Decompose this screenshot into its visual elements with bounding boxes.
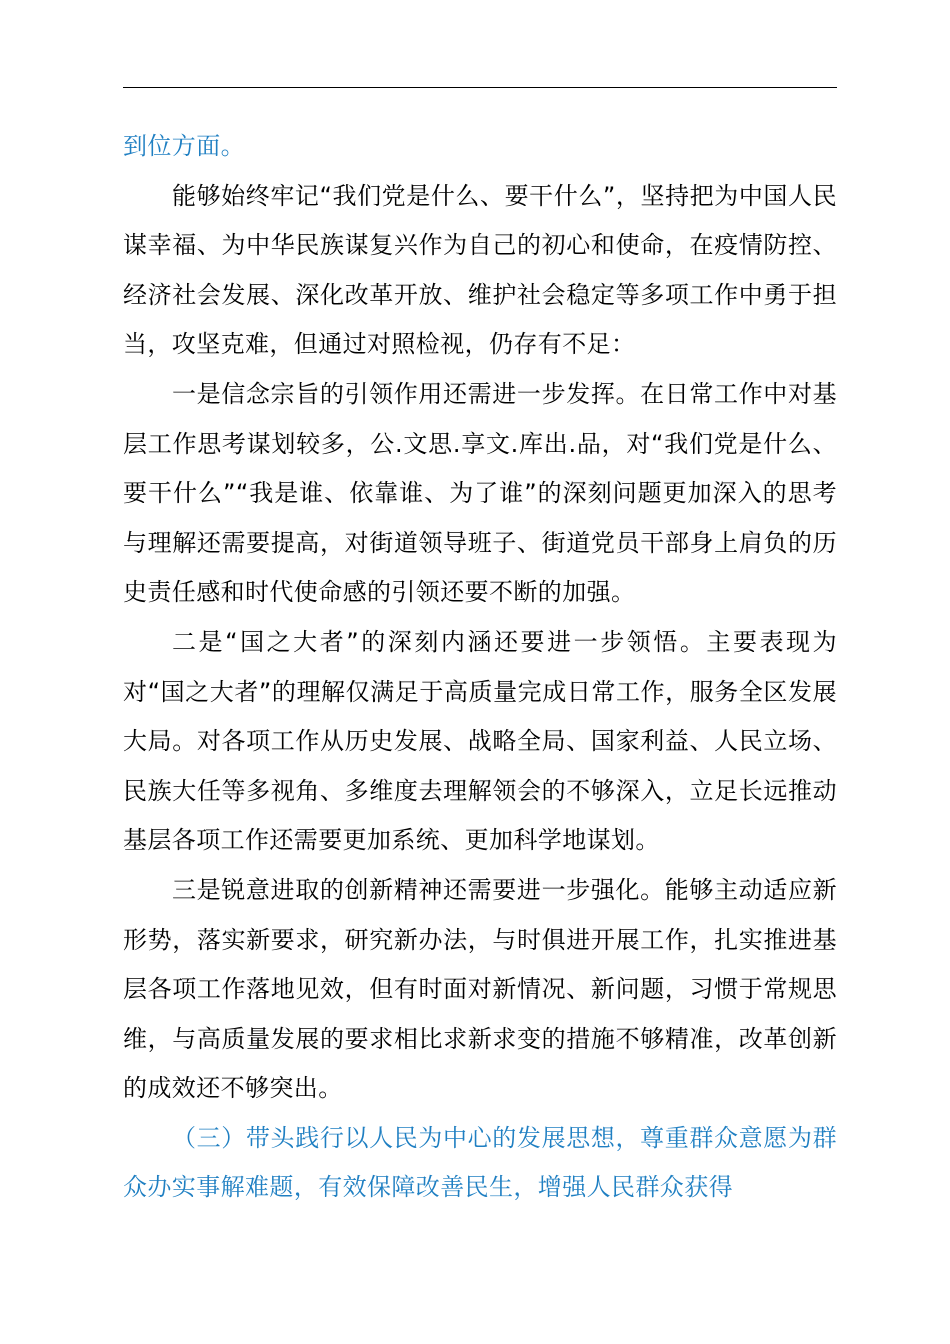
body-paragraph-point-three: 三是锐意进取的创新精神还需要进一步强化。能够主动适应新形势，落实新要求，研究新办法，与时俱进开展工作，扎实推进基层各项工作落地见效，但有时面对新情况、新问题，习惯于常规思维，与高质量发展的要求相比求新求变的措施不够精准，改革创新的成效还不够突出。 (123, 875, 837, 1103)
body-paragraph-point-two: 二是“国之大者”的深刻内涵还要进一步领悟。主要表现为对“国之大者”的理解仅满足于高质量完成日常工作，服务全区发展大局。对各项工作从历史发展、战略全局、国家利益、人民立场、民族大任等多视角、多维度去理解领会的不够深入，立足长远推动基层各项工作还需要更加系统、更加科学地谋划。 (123, 627, 837, 855)
header-rule (123, 87, 837, 88)
section-heading-three: （三）带头践行以人民为中心的发展思想，尊重群众意愿为群众办实事解难题，有效保障改善民生，增强人民群众获得 (123, 1123, 837, 1202)
section-heading-continuation: 到位方面。 (123, 132, 245, 160)
body-paragraph-point-one: 一是信念宗旨的引领作用还需进一步发挥。在日常工作中对基层工作思考谋划较多，公.文思.享文.库出.品，对“我们党是什么、要干什么”“我是谁、依靠谁、为了谁”的深刻问题更加深入的思考与理解还需要提高，对街道领导班子、街道党员干部身上肩负的历史责任感和时代使命感的引领还要不断的加强。 (123, 379, 837, 607)
body-paragraph-intro: 能够始终牢记“我们党是什么、要干什么”，坚持把为中国人民谋幸福、为中华民族谋复兴作为自己的初心和使命，在疫情防控、经济社会发展、深化改革开放、维护社会稳定等多项工作中勇于担当，攻坚克难，但通过对照检视，仍存有不足： (123, 181, 837, 359)
document-body (123, 122, 837, 1213)
